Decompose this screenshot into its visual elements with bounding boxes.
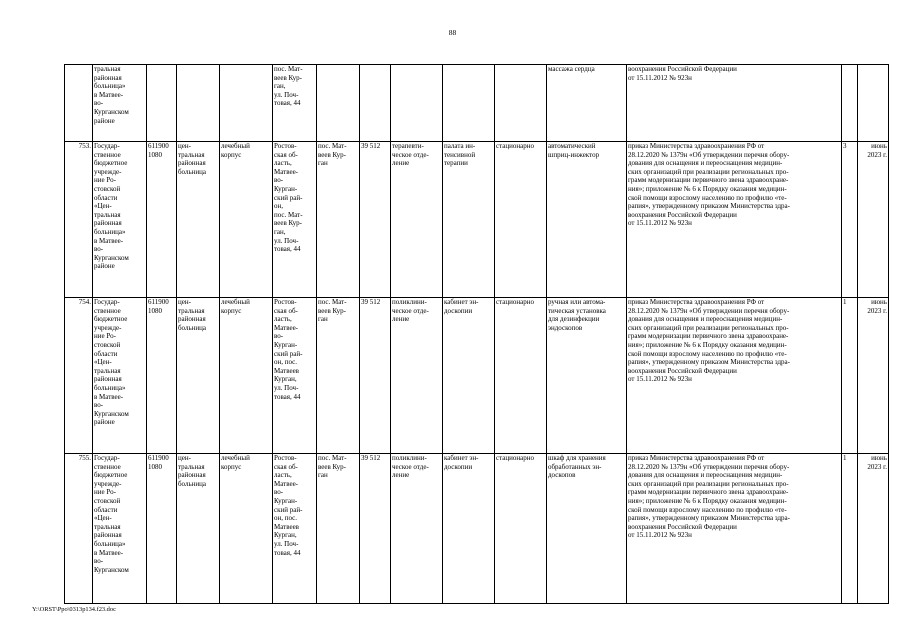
cell-care-condition: стационарно <box>495 142 547 298</box>
cell-room <box>443 65 495 142</box>
cell-building: лечебный корпус <box>220 142 273 298</box>
cell-locality: пос. Мат- веев Кур- ган <box>317 454 360 604</box>
cell-oktmo <box>360 65 391 142</box>
cell-department: поликлини- ческое отде- ление <box>391 298 443 454</box>
cell-oktmo: 39 512 <box>360 142 391 298</box>
cell-room: палата ин- тенсивной терапии <box>443 142 495 298</box>
cell-subdivision: цен- тральная районная больница <box>177 454 220 604</box>
cell-equipment: ручная или автома- тическая установка для дезинфекции эндоскопов <box>547 298 627 454</box>
cell-equipment: шкаф для хранения обработанных эн- доскопов <box>547 454 627 604</box>
cell-address: Ростов- ская об- ласть, Матвее- во- Курган- ский рай- он, пос. Мат- веев Кур- ган, ул. Поч- товая, 44 <box>273 142 317 298</box>
cell-org: Государ- ственное бюджетное учрежде- ние Ро- стовской области «Цен- тральная районная больница» в Матвее- во- Курганском <box>93 454 147 604</box>
cell-equipment: автоматический шприц-инжектор <box>547 142 627 298</box>
cell-num <box>65 65 93 142</box>
cell-address: Ростов- ская об- ласть, Матвее- во- Курган- ский рай- он, пос. Матвеев Курган, ул. Поч- товая, 44 <box>273 298 317 454</box>
table-row <box>65 454 889 604</box>
cell-code: 611900 1080 <box>147 454 177 604</box>
cell-room: кабинет эн- доскопии <box>443 298 495 454</box>
cell-building: лечебный корпус <box>220 454 273 604</box>
table-row <box>65 298 889 454</box>
cell-department: терапевти- ческое отде- ление <box>391 142 443 298</box>
cell-org: Государ- ственное бюджетное учрежде- ние Ро- стовской области «Цен- тральная районная больница» в Матвее- во- Курганском районе <box>93 142 147 298</box>
cell-num: 753. <box>65 142 93 298</box>
cell-building: лечебный корпус <box>220 298 273 454</box>
cell-deadline: июнь 2023 г. <box>858 454 889 604</box>
cell-building <box>220 65 273 142</box>
cell-locality: пос. Мат- веев Кур- ган <box>317 298 360 454</box>
cell-equipment: массажа сердца <box>547 65 627 142</box>
cell-deadline: июнь 2023 г. <box>858 142 889 298</box>
cell-qty <box>842 65 858 142</box>
cell-address: Ростов- ская об- ласть, Матвее- во- Курган- ский рай- он, пос. Матвеев Курган, ул. Поч- товая, 44 <box>273 454 317 604</box>
cell-locality <box>317 65 360 142</box>
cell-oktmo: 39 512 <box>360 298 391 454</box>
cell-department <box>391 65 443 142</box>
cell-basis: приказ Министерства здравоохранения РФ от 28.12.2020 № 1379н «Об утверждении перечня обору- дования для оснащения и переоснащения медицин- ских организаций при реализации региональных про- грамм модернизации первичного звена здравоохране- ния»; приложение № 6 к Порядку оказания медицин- ской помощи взрослому населению по профилю «те- рапия», утвержденному приказом Министерства здра- воохранения Российской Федерации от 15.11.2012 № 923н <box>627 454 842 604</box>
cell-deadline: июнь 2023 г. <box>858 298 889 454</box>
cell-code: 611900 1080 <box>147 142 177 298</box>
cell-address: пос. Мат- веев Кур- ган, ул. Поч- товая, 44 <box>273 65 317 142</box>
cell-code: 611900 1080 <box>147 298 177 454</box>
cell-department: поликлини- ческое отде- ление <box>391 454 443 604</box>
table-row-continued <box>65 65 889 142</box>
cell-care-condition: стационарно <box>495 298 547 454</box>
cell-qty: 3 <box>842 142 858 298</box>
footer-file-path: Y:\ORST\Ppo\0313p134.f23.doc <box>32 606 116 613</box>
cell-locality: пос. Мат- веев Кур- ган <box>317 142 360 298</box>
cell-care-condition <box>495 65 547 142</box>
cell-basis: приказ Министерства здравоохранения РФ от 28.12.2020 № 1379н «Об утверждении перечня обору- дования для оснащения и переоснащения медицин- ских организаций при реализации региональных про- грамм модернизации первичного звена здравоохране- ния»; приложение № 6 к Порядку оказания медицин- ской помощи взрослому населению по профилю «те- рапия», утвержденному приказом Министерства здра- воохранения Российской Федерации от 15.11.2012 № 923н <box>627 142 842 298</box>
equipment-table <box>64 64 889 604</box>
cell-basis: приказ Министерства здравоохранения РФ от 28.12.2020 № 1379н «Об утверждении перечня обору- дования для оснащения и переоснащения медицин- ских организаций при реализации региональных про- грамм модернизации первичного звена здравоохране- ния»; приложение № 6 к Порядку оказания медицин- ской помощи взрослому населению по профилю «те- рапия», утвержденному приказом Министерства здра- воохранения Российской Федерации от 15.11.2012 № 923н <box>627 298 842 454</box>
cell-org: тральная районная больница» в Матвее- во- Курганском районе <box>93 65 147 142</box>
cell-num: 755. <box>65 454 93 604</box>
table-row <box>65 142 889 298</box>
cell-oktmo: 39 512 <box>360 454 391 604</box>
cell-deadline <box>858 65 889 142</box>
cell-qty: 1 <box>842 298 858 454</box>
cell-qty: 1 <box>842 454 858 604</box>
page-number: 88 <box>448 28 457 37</box>
cell-basis: воохранения Российской Федерации от 15.11.2012 № 923н <box>627 65 842 142</box>
cell-room: кабинет эн- доскопии <box>443 454 495 604</box>
cell-num: 754. <box>65 298 93 454</box>
cell-code <box>147 65 177 142</box>
cell-subdivision: цен- тральная районная больница <box>177 142 220 298</box>
cell-org: Государ- ственное бюджетное учрежде- ние Ро- стовской области «Цен- тральная районная больница» в Матвее- во- Курганском районе <box>93 298 147 454</box>
cell-subdivision <box>177 65 220 142</box>
cell-care-condition: стационарно <box>495 454 547 604</box>
cell-subdivision: цен- тральная районная больница <box>177 298 220 454</box>
